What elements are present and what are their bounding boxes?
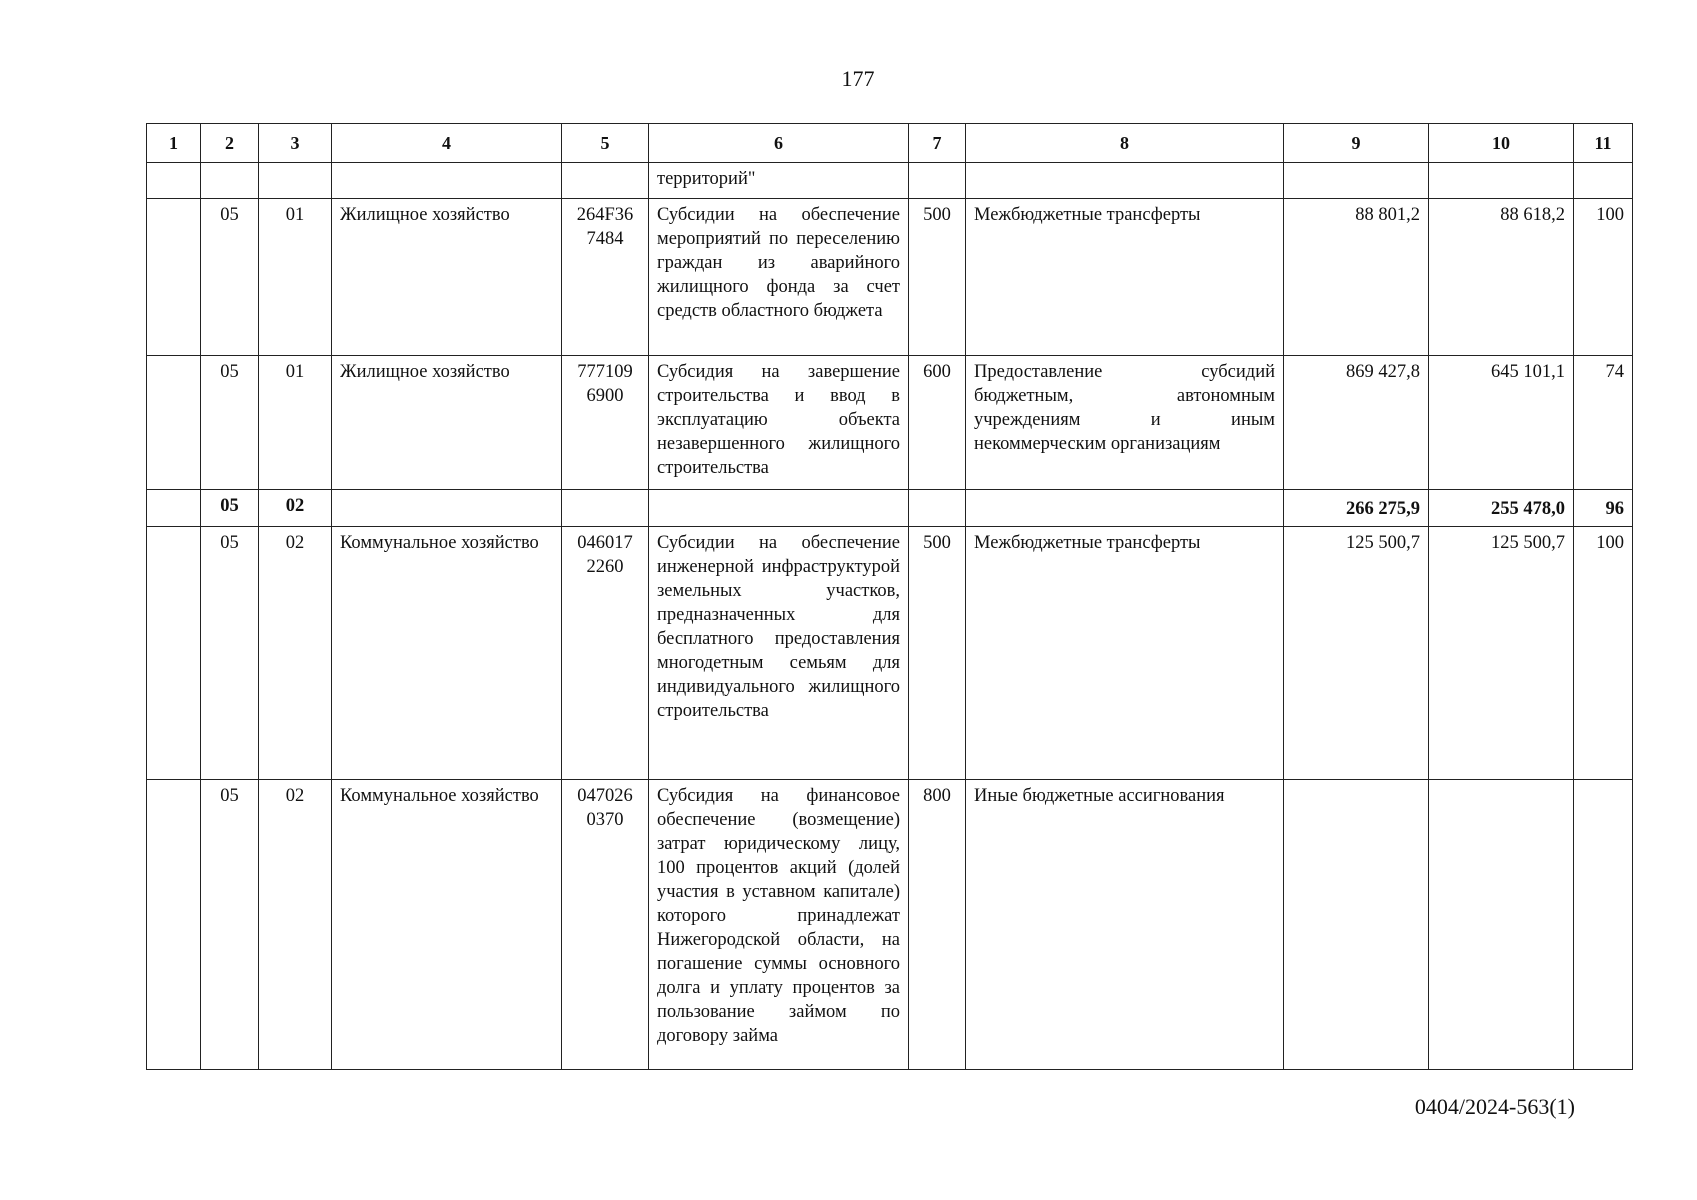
cell xyxy=(966,163,1284,199)
cell-percent: 100 xyxy=(1574,527,1633,780)
cell-subsection: 01 xyxy=(259,199,332,356)
col-header-8: 8 xyxy=(966,124,1284,163)
table-row-subtotal xyxy=(147,490,1633,527)
code-part: 6900 xyxy=(586,386,624,406)
cell xyxy=(966,490,1284,527)
col-header-11: 11 xyxy=(1574,124,1633,163)
code-part: 0370 xyxy=(586,810,624,830)
col-header-10: 10 xyxy=(1429,124,1574,163)
budget-table xyxy=(146,123,1633,1070)
cell-name: Жилищное хозяйство xyxy=(332,356,562,490)
cell-target-code xyxy=(562,356,649,490)
cell-expense-type: Межбюджетные трансферты xyxy=(966,199,1284,356)
cell-planned: 869 427,8 xyxy=(1284,356,1429,490)
cell xyxy=(147,527,201,780)
col-header-7: 7 xyxy=(909,124,966,163)
cell-description: территорий" xyxy=(649,163,909,199)
cell-planned: 266 275,9 xyxy=(1284,490,1429,527)
cell-planned: 88 801,2 xyxy=(1284,199,1429,356)
cell-percent xyxy=(1574,780,1633,1070)
code-part: 7484 xyxy=(586,229,624,249)
cell-name xyxy=(332,490,562,527)
code-part: 046017 xyxy=(577,533,633,553)
code-part: 264F36 xyxy=(576,205,634,225)
cell-planned: 125 500,7 xyxy=(1284,527,1429,780)
cell-section: 05 xyxy=(201,490,259,527)
table-row xyxy=(147,199,1633,356)
cell xyxy=(649,490,909,527)
cell xyxy=(147,163,201,199)
cell xyxy=(332,163,562,199)
col-header-9: 9 xyxy=(1284,124,1429,163)
table-row xyxy=(147,527,1633,780)
header-row xyxy=(147,124,1633,163)
code-part: 777109 xyxy=(577,362,633,382)
cell xyxy=(1284,163,1429,199)
cell-expense-code: 600 xyxy=(909,356,966,490)
cell xyxy=(147,490,201,527)
cell xyxy=(909,163,966,199)
cell-target-code xyxy=(562,199,649,356)
cell xyxy=(562,163,649,199)
table-row xyxy=(147,780,1633,1070)
cell-expense-type: Предоставление субсидий бюджетным, автономным учреждениям и иным некоммерческим организациям xyxy=(966,356,1284,490)
cell-target-code xyxy=(562,780,649,1070)
cell-name: Коммунальное хозяйство xyxy=(332,527,562,780)
col-header-4: 4 xyxy=(332,124,562,163)
cell-actual: 88 618,2 xyxy=(1429,199,1574,356)
cell-expense-type: Иные бюджетные ассигнования xyxy=(966,780,1284,1070)
table-row xyxy=(147,356,1633,490)
cell-section: 05 xyxy=(201,356,259,490)
document-code: 0404/2024-563(1) xyxy=(1414,1094,1575,1119)
cell xyxy=(147,780,201,1070)
col-header-1: 1 xyxy=(147,124,201,163)
cell-subsection: 02 xyxy=(259,780,332,1070)
cell xyxy=(259,163,332,199)
cell xyxy=(1574,163,1633,199)
cell xyxy=(147,199,201,356)
cell-expense-code: 500 xyxy=(909,199,966,356)
cell-actual: 645 101,1 xyxy=(1429,356,1574,490)
cell-expense-code: 500 xyxy=(909,527,966,780)
cell-description: Субсидия на финансовое обеспечение (возмещение) затрат юридическому лицу, 100 процентов акций (долей участия в уставном капитале) которого принадлежат Нижегородской области, на погашение суммы основного долга и уплату процентов за пользование займом по договору займа xyxy=(649,780,909,1070)
col-header-2: 2 xyxy=(201,124,259,163)
cell-section: 05 xyxy=(201,780,259,1070)
cell xyxy=(909,490,966,527)
cell-section: 05 xyxy=(201,199,259,356)
code-part: 047026 xyxy=(577,786,633,806)
cell xyxy=(147,356,201,490)
col-header-3: 3 xyxy=(259,124,332,163)
cell xyxy=(562,490,649,527)
cell-actual: 255 478,0 xyxy=(1429,490,1574,527)
table-row xyxy=(147,163,1633,199)
cell-subsection: 02 xyxy=(259,527,332,780)
cell-description: Субсидии на обеспечение мероприятий по переселению граждан из аварийного жилищного фонда за счет средств областного бюджета xyxy=(649,199,909,356)
cell xyxy=(201,163,259,199)
cell-subsection: 02 xyxy=(259,490,332,527)
cell-name: Коммунальное хозяйство xyxy=(332,780,562,1070)
cell-actual: 125 500,7 xyxy=(1429,527,1574,780)
cell-actual xyxy=(1429,780,1574,1070)
col-header-5: 5 xyxy=(562,124,649,163)
col-header-6: 6 xyxy=(649,124,909,163)
cell xyxy=(1429,163,1574,199)
cell-percent: 96 xyxy=(1574,490,1633,527)
cell-target-code xyxy=(562,527,649,780)
cell-subsection: 01 xyxy=(259,356,332,490)
cell-name: Жилищное хозяйство xyxy=(332,199,562,356)
cell-description: Субсидия на завершение строительства и ввод в эксплуатацию объекта незавершенного жилищного строительства xyxy=(649,356,909,490)
cell-expense-type: Межбюджетные трансферты xyxy=(966,527,1284,780)
code-part: 2260 xyxy=(586,557,624,577)
cell-description: Субсидии на обеспечение инженерной инфраструктурой земельных участков, предназначенных для бесплатного предоставления многодетным семьям для индивидуального жилищного строительства xyxy=(649,527,909,780)
cell-percent: 100 xyxy=(1574,199,1633,356)
cell-expense-code: 800 xyxy=(909,780,966,1070)
cell-percent: 74 xyxy=(1574,356,1633,490)
cell-section: 05 xyxy=(201,527,259,780)
page-number: 177 xyxy=(841,66,875,91)
cell-planned xyxy=(1284,780,1429,1070)
